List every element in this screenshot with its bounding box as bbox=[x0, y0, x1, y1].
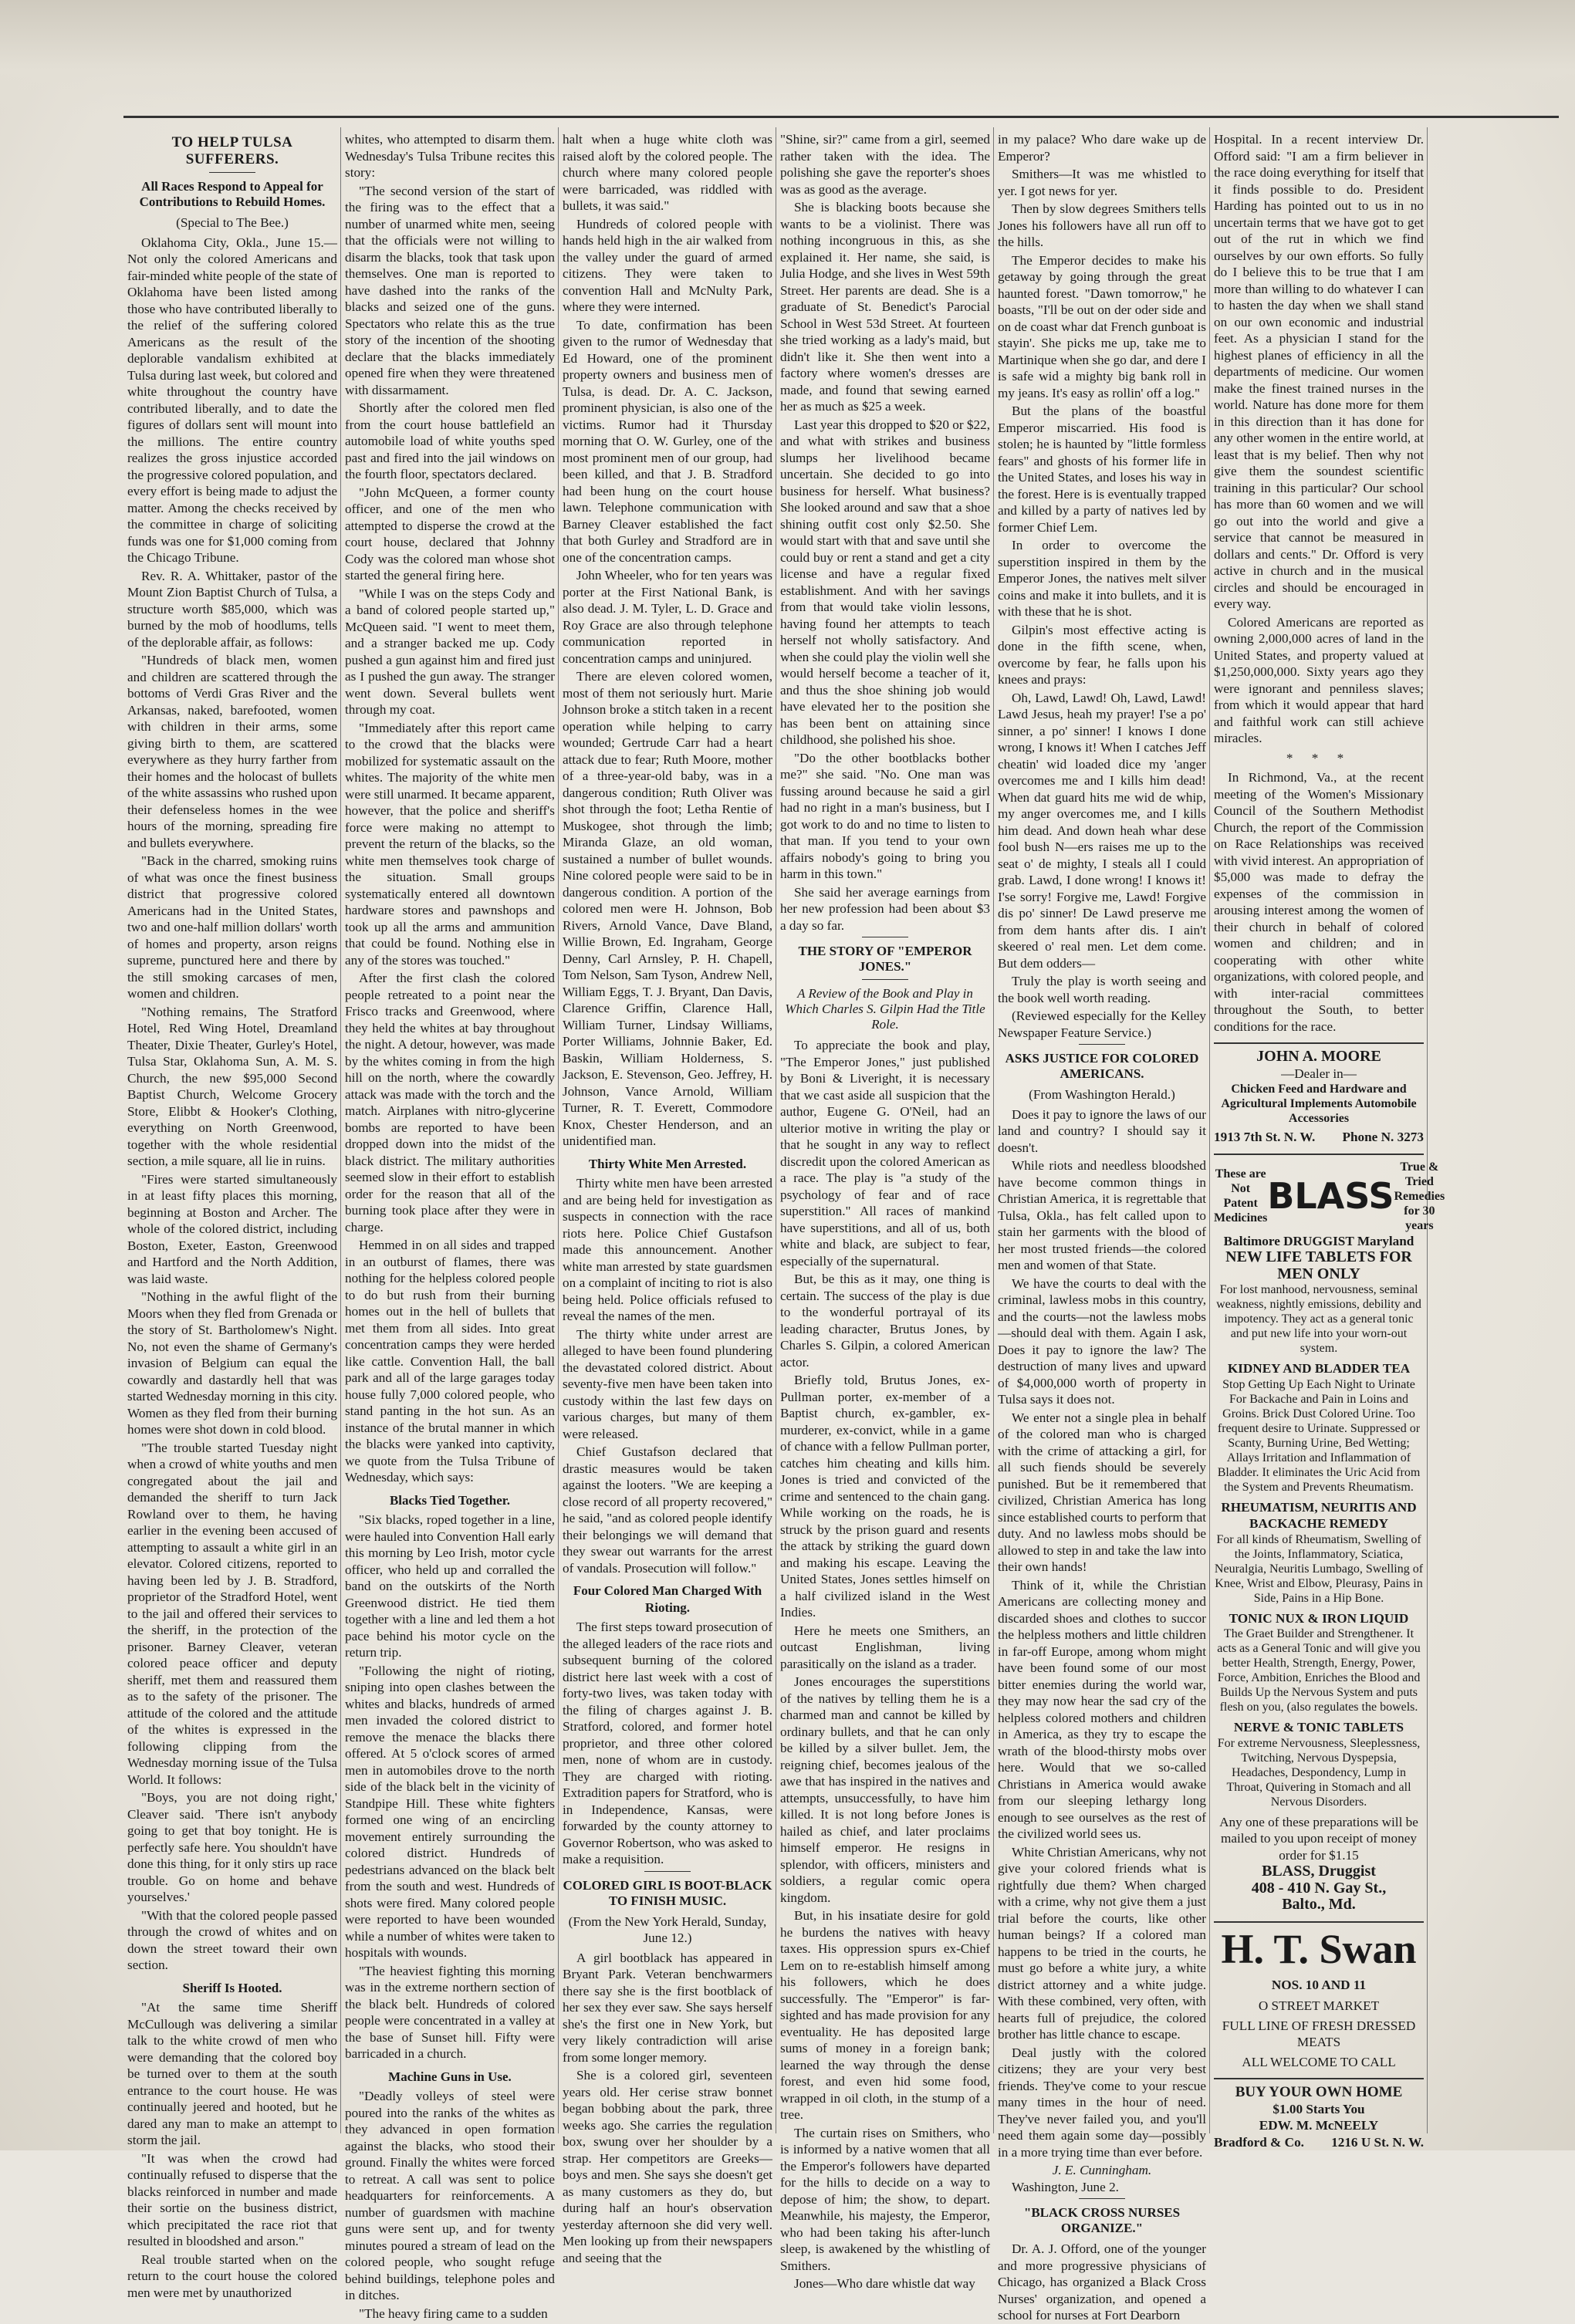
article-credit: (Special to The Bee.) bbox=[176, 215, 289, 230]
paragraph: Smithers—It was me whistled to yer. I got news for yer. bbox=[998, 167, 1206, 198]
paragraph: To appreciate the book and play, "The Emperor Jones," just published by Boni & Liveright, it is necessary that we cast aside all suspicion that the author, Eugene G. O'Neil, had an ulterior motive in writing the play or that he sought in any way to reflect discredit upon the colored American as a race. The play is "a study of the psychology of fear and of race superstition." All races of mankind have superstitions, and all of us, both white and black, are subject to fear, especially of the supernatural. bbox=[780, 1038, 990, 1268]
ad-product-head: RHEUMATISM, NEURITIS AND BACKACHE REMEDY bbox=[1221, 1499, 1417, 1531]
advertisement-blass bbox=[1214, 1154, 1445, 1914]
ad-city: Baltimore DRUGGIST Maryland bbox=[1223, 1233, 1414, 1248]
ad-banner bbox=[1214, 1160, 1445, 1233]
article-headline: TO HELP TULSA SUFFERERS. bbox=[171, 134, 293, 167]
ad-address: 1913 7th St. N. W. bbox=[1214, 1130, 1316, 1144]
divider bbox=[862, 979, 908, 980]
paragraph: Deal justly with the colored citizens; they are your very best friends. They've come to your rescue many times in the hour of need. They've never failed you, and you'll need them again some day—possibly in a more trying time than ever before. bbox=[998, 2045, 1206, 2160]
ad-price: $1.00 Starts You bbox=[1273, 2101, 1365, 2116]
paragraph: "The trouble started Tuesday night when a crowd of white youths and men congregated about the jail and demanded the sheriff to turn Jack Rowland over to them, he having earlier in the evening been accused of attempting to assault a white girl in an elevator. Colored citizens, reported to having been led by J. B. Stradford, proprietor of the Stradford Hotel, went to the jail and offered their services to the sheriff, in the protection of the prisoner. Barney Cleaver, veteran colored peace officer and deputy sheriff, met them and reassured them as to the safety of the prisoner. The attitude of the colored and the attitude of the whites is expressed in the following clipping from the Wednesday morning issue of the Tulsa World. It follows: bbox=[127, 1440, 337, 1787]
paragraph: whites, who attempted to disarm them. Wednesday's Tulsa Tribune recites this story: bbox=[345, 132, 555, 180]
paragraph: While riots and needless bloodshed have become common things in Christian America, it is regrettable that Tulsa, Okla., has felt called upon to stain her garments with the blood of her most trusted friends—the colored men and women of that State. bbox=[998, 1158, 1206, 1272]
paragraph: We have the courts to deal with the criminal, lawless mobs in this country, and the courts—not the lawless mobs—should deal with them. Again I ask, Does it pay to ignore the law? The destruction of many lives and upward of $4,000,000 worth of property in Tulsa says it does not. bbox=[998, 1275, 1206, 1407]
paragraph: Jones—Who dare whistle dat way bbox=[794, 2276, 975, 2291]
paragraph: The Emperor decides to make his getaway by going through the great haunted forest. "Dawn tomorrow," he boasts, "I'll be out on der oder side and on de coast whar dat French gunboat is stayin'. She picks me up, take me to Martinique when she go dar, and dere I is safe wid a mighty big bank roll in my jeans. It's easy as rollin' off a log." bbox=[998, 252, 1206, 400]
ad-name: H. T. Swan bbox=[1221, 1925, 1417, 1972]
paragraph: The thirty white under arrest are alleged to have been found plundering the devastated colored district. About seventy-five men have been taken into custody within the last few days on various charges, but many of them were released. bbox=[563, 1326, 772, 1441]
divider bbox=[209, 172, 255, 173]
paragraph: "Deadly volleys of steel were poured into the ranks of the whites as they advanced in open formation against the blacks, who stood their ground. Finally the whites were forced to retreat. A call was sent to police headquarters for reinforcements. A number of guardsmen with machine guns were sent up, and for twenty minutes poured a stream of lead on the colored people, who sought refuge behind buildings, telephone poles and in ditches. bbox=[345, 2089, 555, 2302]
article-subhead: A Review of the Book and Play in Which Charles S. Gilpin Had the Title Role. bbox=[785, 986, 985, 1032]
paragraph: halt when a huge white cloth was raised aloft by the colored people. The church where many colored people were barricaded, was riddled with bullets, it was said." bbox=[563, 132, 772, 213]
paragraph: "John McQueen, a former county officer, and one of the men who attempted to disperse the crowd at the court house, declared that Johnny Cody was the colored man whose shot started the general firing here. bbox=[345, 485, 555, 583]
ad-product-text: For Backache and Pain in Loins and Groins. Brick Dust Colored Urine. Too frequent desire to Urinate. Suppressed or Scanty, Burning Urine, Bed Wetting; Allays Irritation and Inflammation of Bladder. It eliminates the Uric Acid from the System and Prevents Rheumatism. bbox=[1217, 1392, 1421, 1494]
paragraph: Hemmed in on all sides and trapped in an outburst of flames, there was nothing for the helpless colored people to do but rush from their burning homes out in the hell of bullets that met them from all sides. Into great concentration camps they were herded like cattle. Convention Hall, the ball park and all of the large garages today house fully 7,000 colored people, who stand panting in the hot sun. As an instance of the brutal manner in which the blacks were yanked into captivity, we quote from the Tulsa Tribune of Wednesday, which says: bbox=[345, 1238, 555, 1485]
column-5 bbox=[998, 131, 1206, 2322]
paragraph: "Following the night of rioting, sniping into open clashes between the whites and blacks, hundreds of armed men invaded the colored district to remove the menace the blacks there offered. At 5 o'clock scores of armed men in automobiles drove to the north side of the black belt in the vicinity of Standpipe Hill. These white fighters formed one wing of an encircling movement entirely surrounding the colored district. Hundreds of pedestrians advanced on the black belt from the south and west. Hundreds of shots were fired. Many colored people were reported to have been wounded while a number of whites were taken to hospitals with wounds. bbox=[345, 1663, 555, 1960]
advertisement-moore bbox=[1214, 1042, 1424, 1146]
ad-offer: Any one of these preparations will be mailed to you upon receipt of money order for $1.15 bbox=[1219, 1814, 1418, 1863]
column-rule bbox=[1427, 127, 1428, 2133]
paragraph: "While I was on the steps Cody and a band of colored people started up," McQueen said. "I went to meet them, and a stranger backed me up. Cody pushed a gun against him and fired just as I pushed the gun away. The stranger went down. Several bullets went through my coat. bbox=[345, 586, 555, 717]
paragraph: White Christian Americans, why not give your colored friends what is rightfully due them? When charged with a crime, why not give them a just trial before the courts, like other human beings? If a colored man happens to be tried in the courts, he must go before a white jury, a white district attorney and a white judge. With these combined, very often, with hearts full of prejudice, the colored brother has little chance to escape. bbox=[998, 1844, 1206, 2042]
paragraph: Colored Americans are reported as owning 2,000,000 acres of land in the United States, and property valued at $1,250,000,000. Sixty years ago they were ignorant and penniless slaves; from which it would appear that hard and faithful work can still achieve miracles. bbox=[1214, 614, 1424, 745]
paragraph: Does it pay to ignore the laws of our land and country? I should say it doesn't. bbox=[998, 1106, 1206, 1155]
paragraph: "With that the colored people passed through the crowd of whites and on down the street toward their own section. bbox=[127, 1907, 337, 1972]
section-head: Machine Guns in Use. bbox=[388, 2069, 512, 2084]
paragraph: "The second version of the start of the firing was to the effect that a number of unarmed white men, seeing that the officials were not willing to disarm the blacks, took that task upon themselves. One man is reported to have dashed into the ranks of the blacks and seized one of the guns. Spectators who relate this as the true story of the incention of the shooting declare that the blacks immediately opened fire when they were threatened with dissarmament. bbox=[345, 183, 555, 397]
paragraph: "At the same time Sheriff McCullough was delivering a similar talk to the white crowd of men who were demanding that the colored boy be turned over to them at the south entrance to the court house. He was continually jeered and hooted, but he dared any man to make an attempt to storm the jail. bbox=[127, 2000, 337, 2147]
article-headline: ASKS JUSTICE FOR COLORED AMERICANS. bbox=[1005, 1051, 1199, 1081]
ad-product-head: KIDNEY AND BLADDER TEA bbox=[1227, 1361, 1411, 1376]
divider bbox=[1079, 2198, 1125, 2199]
column-3 bbox=[563, 131, 772, 2265]
ad-contact bbox=[1214, 2134, 1424, 2151]
ad-logo: BLASS bbox=[1267, 1175, 1394, 1217]
article-headline: THE STORY OF "EMPEROR JONES." bbox=[798, 944, 972, 974]
paragraph: She said her average earnings from her new profession had been about $3 a day so far. bbox=[780, 884, 990, 933]
ad-product-head: TONIC NUX & IRON LIQUID bbox=[1229, 1610, 1409, 1626]
paragraph: "The heavy firing came to a sudden bbox=[359, 2305, 548, 2321]
paragraph: "Six blacks, roped together in a line, were hauled into Convention Hall early this morning by Leo Irish, motor cycle officer, who held up and corralled the band on the outskirts of the North Greenwood district. He tied them together with a line and led them a hot pace behind his motor cycle on the return trip. bbox=[345, 1512, 555, 1660]
ad-dealer: —Dealer in— bbox=[1281, 1066, 1357, 1081]
paragraph: Briefly told, Brutus Jones, ex-Pullman porter, ex-member of a Baptist church, ex-gambler, ex-murderer, ex-convict, while in a game of chance with a fellow Pullman porter, catches him cheating and kills him. Jones is tried and convicted of the crime and sentenced to the chain gang. While working on the roads, he is struck by the prison guard and resents the attack by striking the guard down and making his escape. Leaving the United States, Jones settles himself on a half civilized island in the West Indies. bbox=[780, 1373, 990, 1620]
page-top-edge bbox=[0, 0, 1575, 116]
ad-name: JOHN A. MOORE bbox=[1256, 1048, 1381, 1065]
paragraph: "Back in the charred, smoking ruins of what was once the finest business district that progressive colored Americans had in the United States, two and one-half million dollars' worth of homes and property, arson reigns supreme, punctured here and there by the still smoking carcases of men, women and children. bbox=[127, 853, 337, 1001]
column-1 bbox=[127, 131, 337, 2300]
advertisement-home bbox=[1214, 2078, 1424, 2150]
paragraph: To date, confirmation has been given to the rumor of Wednesday that Ed Howard, one of the prominent property owners and business men of Tulsa, is dead. Dr. A. C. Jackson, prominent physician, is also one of the victims. Rumor had it Thursday morning that O. W. Gurley, one of the most prominent men of our group, had been killed, and that J. B. Stradford had been hung on the court house lawn. Telephone communication with Barney Cleaver established the fact that both Gurley and Stradford are in one of the concentration camps. bbox=[563, 317, 772, 565]
ad-firm: BLASS, Druggist bbox=[1262, 1863, 1376, 1880]
paragraph: She is blacking boots because she wants to be a violinist. There was nothing incongruous in this, as she explained it. Her name, she said, is Julia Hodge, and she lives in West 59th Street. Her parents are dead. She is a graduate of St. Benedict's Parocial School in West 53d Street. At fourteen she tried working as a lady's maid, but didn't like it. She then went into a factory where women's dresses are made, and found that sewing earned her as much as $25 a week. bbox=[780, 200, 990, 414]
column-rule bbox=[340, 127, 341, 2133]
paragraph: The curtain rises on Smithers, who is informed by a native women that all the Emperor's followers have departed for the hills to decide on a way to depose of him; the show, to depart. Meanwhile, his majesty, the Emperor, who had been taking his after-lunch sleep, is awakened by the whistling of Smithers. bbox=[780, 2125, 990, 2273]
ad-product-text: For extreme Nervousness, Sleeplessness, Twitching, Nervous Dyspepsia, Headaches, Despondency, Lump in Throat, Quivering in Stomach and all Nervous Disorders. bbox=[1217, 1736, 1421, 1809]
dateline: Washington, June 2. bbox=[1012, 2179, 1119, 2194]
paragraph: Chief Gustafson declared that drastic measures would be taken against the looters. "We are keeping a close record of all property recovered," he said, "and as colored people identify their belongings we will demand that they swear out warrants for the arrest of vandals. Prosecution will follow." bbox=[563, 1444, 772, 1576]
ad-market: O STREET MARKET bbox=[1258, 1998, 1380, 2013]
paragraph: "Nothing remains, The Stratford Hotel, Red Wing Hotel, Dreamland Theater, Dixie Theater, Gurley's Hotel, Tulsa Star, Oklahoma Sun, A. M. S. Church, the new $95,000 Second Baptist Church, Welcome Grocery Store, Elibbt & Hooker's Clothing, everything on North Greenwood, together with the whole residential section, a mile square, all lie in ruins. bbox=[127, 1004, 337, 1168]
ad-left: These are Not Patent Medicines bbox=[1214, 1167, 1268, 1224]
paragraph: She is a colored girl, seventeen years old. Her cerise straw bonnet began bobbing about the park, three weeks ago. She carries the regulation box, swung over her shoulder by a strap. Her competitors are Greeks—boys and men. She says she doesn't get as many customers as they do, but during half an hour's observation yesterday afternoon she did very well. Men looking up from their newspapers and seeing that the bbox=[563, 2068, 772, 2265]
divider bbox=[1079, 1044, 1125, 1045]
paragraph: "Do the other bootblacks bother me?" she said. "No. One man was fussing around because he said a girl had no right in a man's business, but I got work to do and no time to listen to that man. If you tend to your own affairs nobody's going to bring you harm in this town." bbox=[780, 750, 990, 881]
ad-street: 408 - 410 N. Gay St., bbox=[1251, 1879, 1387, 1897]
article-headline: COLORED GIRL IS BOOT-BLACK TO FINISH MUSIC. bbox=[563, 1877, 772, 1908]
ad-address: 1216 U St. N. W. bbox=[1331, 2134, 1424, 2150]
column-4 bbox=[780, 131, 990, 2291]
paragraph: Jones encourages the superstitions of the natives by telling them he is a charmed man and cannot be killed by ordinary bullets, and that he can only be killed by a silver bullet. Jem, the reigning chief, becomes jealous of the awe that has inspired in the natives and attempts, unsuccessfully, to have him killed. It is not long before Jones is hailed as chief, and later proclaims himself emperor. He resigns in splendor, with officers, ministers and soldiers, a regular comic opera kingdom. bbox=[780, 1674, 990, 1905]
ad-firm: Bradford & Co. bbox=[1214, 2134, 1304, 2150]
section-head: Thirty White Men Arrested. bbox=[588, 1156, 747, 1171]
ad-product-head: NEW LIFE TABLETS FOR MEN ONLY bbox=[1225, 1248, 1412, 1282]
paragraph: In Richmond, Va., at the recent meeting of the Women's Missionary Council of the Southern Methodist Church, the report of the Commission on Race Relationships was received with vivid interest. An appropriation of $5,000 was made to defray the expenses of the commission in arousing interest among the women of their church in behalf of colored women and children; and in cooperating with other white organizations, with colored people, and with inter-racial committees throughout the South, to better conditions for the race. bbox=[1214, 770, 1424, 1034]
signature: J. E. Cunningham. bbox=[1052, 2163, 1152, 2177]
section-head: Sheriff Is Hooted. bbox=[182, 1980, 282, 1995]
paragraph: Oh, Lawd, Lawd! Oh, Lawd, Lawd! Lawd Jesus, heah my prayer! I'se a po' sinner, a po' sinner! I knows I done wrong, I knows it! When I catches Jeff cheatin' wid loaded dice my 'anger overcomes me and I kills him dead! When dat guard hits me wid de whip, my anger overcomes me, and I kills him dead. And down heah whar dese fool bush N—ers raises me up to the seat o' de mighty, I steals all I could grab. Lawd, I done wrong! I knows it! I'se sorry! Forgive me, Lawd! Forgive dis po' sinner! De Lawd preserve me from dem hants after dis. I ain't skeered o' real men. Let dem come. But dem odders— bbox=[998, 690, 1206, 971]
ad-agent: EDW. M. McNEELY bbox=[1259, 2118, 1379, 2133]
paragraph: "Boys, you are not doing right,' Cleaver said. 'There isn't anybody going to get that boy tonight. He is perfectly safe here. You shouldn't have done this thing, for it only stirs up race trouble. Go on home and behave yourselves.' bbox=[127, 1790, 337, 1904]
divider bbox=[644, 1871, 691, 1872]
column-6 bbox=[1214, 131, 1445, 2150]
ad-contact bbox=[1214, 1129, 1424, 1146]
column-rule bbox=[993, 127, 994, 2133]
paragraph: We enter not a single plea in behalf of the colored man who is charged with the crime of attacking a girl, for all such fiends should be severely punished. But be it remembered that civilized, Christian America has long since established courts to perform that duty. And no lawless mobs should be allowed to step in and take the law into their own hands! bbox=[998, 1410, 1206, 1574]
paragraph: Hundreds of colored people with hands held high in the air walked from the valley under the guard of armed citizens. They were taken to convention Hall and McNulty Park, where they were interned. bbox=[563, 216, 772, 314]
paragraph: Here he meets one Smithers, an outcast Englishman, living parasitically on the island as a trader. bbox=[780, 1623, 990, 1671]
paragraph: "Fires were started simultaneously in at least fifty places this morning, beginning at Boston and Archer. The whole of the colored district, including Boston, Exeter, Easton, Greenwood and Hartford and the North Addition, was laid waste. bbox=[127, 1171, 337, 1286]
top-rule bbox=[123, 116, 1559, 118]
ad-town: Balto., Md. bbox=[1282, 1896, 1356, 1913]
ad-line: FULL LINE OF FRESH DRESSED MEATS bbox=[1222, 2018, 1416, 2049]
ad-phone: Phone N. 3273 bbox=[1342, 1130, 1424, 1144]
paragraph: "Shine, sir?" came from a girl, seemed rather taken with the idea. The polishing she gave the reporter's shoes was as good as the average. bbox=[780, 132, 990, 197]
ad-goods: Chicken Feed and Hardware and Agricultural Implements Automobile Accessories bbox=[1221, 1083, 1417, 1125]
paragraph: "Hundreds of black men, women and children are scattered through the bottoms of Verdi Gras River and the Arkansas, naked, barefooted, women with children in their arms, some giving birth to them, are scattered everywhere as they hurry farther from their homes and the holocast of bullets of the white assassins who rushed upon their defenseless homes in the wee hours of the morning, spreading fire and bullets everywhere. bbox=[127, 653, 337, 850]
paragraph: (Reviewed especially for the Kelley Newspaper Feature Service.) bbox=[998, 1008, 1206, 1040]
section-head: Blacks Tied Together. bbox=[389, 1492, 511, 1508]
paragraph: John Wheeler, who for ten years was porter at the First National Bank, is also dead. J. M. Tyler, L. D. Grace and Roy Grace are also through telephone communication reported in concentration camps and uninjured. bbox=[563, 568, 772, 666]
paragraph: Think of it, while the Christian Americans are collecting money and discarded shoes and clothes to succor the helpless mothers and little children in far-off Europe, among whom might have been found some of our most bitter enemies during the world war, they may now hear the sad cry of the helpless colored mothers and children in America, as they try to escape the wrath of the blood-thirsty mobs over here. Would that we so-called Christians in America would awake from our sleeping lethargy long enough to see ourselves as the rest of the civilized world sees us. bbox=[998, 1577, 1206, 1841]
ad-product-head: NERVE & TONIC TABLETS bbox=[1233, 1720, 1404, 1735]
article-credit: (From Washington Herald.) bbox=[1029, 1087, 1175, 1102]
paragraph: Then by slow degrees Smithers tells Jones his followers have all run off to the hills. bbox=[998, 201, 1206, 249]
paragraph: The first steps toward prosecution of the alleged leaders of the race riots and subsequent burning of the colored district here last week with a cost of forty-two lives, was taken today with the filing of charges against J. B. Stratford, colored, and former hotel proprietor, and three other colored men, none of whom are in custody. They are charged with rioting. Extradition papers for Stratford, who is in Independence, Kansas, were forwarded by the county attorney to Governor Robertson, who was asked to make a requisition. bbox=[563, 1620, 772, 1866]
ad-welcome: ALL WELCOME TO CALL bbox=[1242, 2054, 1396, 2069]
article-subhead: All Races Respond to Appeal for Contributions to Rebuild Homes. bbox=[139, 179, 326, 209]
paragraph: Last year this dropped to $20 or $22, and what with strikes and business slumps her livelihood became uncertain. She decided to go into business for herself. What business? She looked around and saw that a shoe shining outfit cost only $2.50. She would start with that and save until she could buy or rent a stand and get a city license and have a regular fixed establishment. And with her savings from that would take violin lessons, having found her attempts to teach herself not wholly satisfactory. And when she could play the violin well she would herself become a teacher of it, and thus the shoe shining job would have elevated her to the position she has been bent on attaining since childhood, she polished his shoe. bbox=[780, 417, 990, 747]
paragraph: But, in his insatiate desire for gold he burdens the natives with heavy taxes. His oppression spurs ex-Chief Lem on to re-establish himself among his followers, which he does successfully. The "Emperor" is far-sighted and has made provision for any eventuality. He has deposited large sums of money in a foreign bank; learned the way through the dense forest, and even hid some food, wrapped in oil cloth, in the stump of a tree. bbox=[780, 1908, 990, 2122]
paragraph: Thirty white men have been arrested and are being held for investigation as suspects in connection with the race riots here. Police Chief Gustafson made this announcement. Another white man arrested by state guardsmen on a complaint of inciting to riot is also being held. Police officials refused to reveal the names of the men. bbox=[563, 1176, 772, 1323]
paragraph: "The heaviest fighting this morning was in the extreme northern section of the black belt. Hundreds of colored people were concentrated in a valley at the base of Sunset hill. Fifty were barricaded in a church. bbox=[345, 1963, 555, 2061]
column-rule bbox=[558, 127, 559, 2133]
ad-right: True & Tried Remedies for 30 years bbox=[1394, 1160, 1445, 1232]
paragraph: But the plans of the boastful Emperor miscarried. His food is stolen; he is haunted by "little formless fears" and ghosts of his former life in the United States, and loses his way in the forest. Here is is eventually trapped and killed by a party of natives led by former Chief Lem. bbox=[998, 404, 1206, 535]
paragraph: Rev. R. A. Whittaker, pastor of the Mount Zion Baptist Church of Tulsa, a structure worth $85,000, which was burned by the mob of hoodlums, tells of the deplorable affair, as follows: bbox=[127, 568, 337, 650]
ad-product-text: For lost manhood, nervousness, seminal weakness, nightly emissions, debility and impotency. They act as a general tonic and put new life into your worn-out system. bbox=[1216, 1283, 1421, 1355]
paragraph: Gilpin's most effective acting is done in the fifth scene, when, overcome by fear, he falls upon his knees and prays: bbox=[998, 622, 1206, 687]
paragraph: There are eleven colored women, most of them not seriously hurt. Marie Johnson broke a stitch taken in a recent operation while helping to carry wounded; Gertrude Carr had a heart attack due to fear; Ruth Moore, mother of a three-year-old baby, was in a dangerous condition; Ruth Oliver was shot through the foot; Letha Rentie of Muskogee, shot through the limb; Miranda Glaze, an old woman, sustained a number of bullet wounds. Nine colored people were said to be in dangerous condition. A portion of the colored men were H. Johnson, Bob Rivers, Arnold Vance, Dave Bland, Willie Brown, Ed. Ingraham, George Denny, Carl Arnsley, P. H. Chapell, Tom Nelson, Sam Tyson, Andrew Nell, William Eggs, T. J. Bryant, Dan Davis, Clarence Griffin, Clarence Hall, William Turner, Lindsay Williams, Porter Williams, Johnnie Baker, Ed. Baskin, William Holderness, S. Jackson, E. Stevenson, Geo. Jeffrey, H. Johnson, Vance Arnold, William Turner, R. T. Everett, Commodore Knox, Chester Henderson, and an unidentified man. bbox=[563, 669, 772, 1148]
paragraph: "It was when the crowd had continually refused to disperse that the blacks reinforced in number and made their sortie on the business district, which precipitated the race riot that resulted in bloodshed and arson." bbox=[127, 2150, 337, 2248]
column-2 bbox=[345, 131, 555, 2321]
paragraph: "Nothing in the awful flight of the Moors when they fled from Grenada or the story of St. Bartholomew's Night. No, not even the shame of Germany's invasion of Belgium can equal the cowardly and dastardly hell that was started Wednesday morning in this city. Women as they fled from their burning homes were shot down in cold blood. bbox=[127, 1289, 337, 1437]
paragraph: Hospital. In a recent interview Dr. Offord said: "I am a firm believer in the race doing everything for itself that it finds possible to do. President Harding has pointed out to us in no uncertain terms that we have got to get out of the rut in which we find ourselves by our own efforts. So fully do I believe this to be true that I am more than willing to do whatever I can to hasten the day when we shall stand on our own economic and industrial feet. As a physician I stand for the highest planes of efficiency in all the departments of medicine. Our women make the finest trained nurses in the world. Nature has done more for them in this direction than it has done for any other women in the entire world, at least that is my belief. Then why not give them the soundest scientific training in this particular? Our school has more than 60 women and we will go out into the world and give a service that cannot be measured in dollars and cents." Dr. Offord is very active in church and in the musical circles and should be encouraged in every way. bbox=[1214, 132, 1424, 611]
ad-product-text: For all kinds of Rheumatism, Swelling of the Joints, Inflammatory, Sciatica, Neuralgia, Neuritis Lumbago, Swelling of Knee, Wrist and Elbow, Pleurasy, Pains in Side, Pains in a Hip Bone. bbox=[1214, 1532, 1424, 1605]
paragraph: Truly the play is worth seeing and the book well worth reading. bbox=[998, 974, 1206, 1005]
paragraph: In order to overcome the superstition inspired in them by the Emperor Jones, the natives melt silver coins and make it into bullets, and it is with these that he is shot. bbox=[998, 538, 1206, 619]
paragraph: Dr. A. J. Offord, one of the younger and more progressive physicians of Chicago, has organized a Black Cross Nurses' organization, and opened a school for nurses at Fort Dearborn bbox=[998, 2241, 1206, 2322]
paragraph: Oklahoma City, Okla., June 15.—Not only the colored Americans and fair-minded white people of the state of Oklahoma have been listed among those who have contributed liberally to the relief of the suffering colored Americans as the result of the deplorable vandalism exhibited at Tulsa during last week, but colored and white throughout the country have contributed liberally, and to date the figures of dollars sent will mount into the millions. The entire country realizes the gross injustice accorded the progressive colored population, and every effort is being made to adjust the matter. Among the checks received by the committee in charge of soliciting funds was one for $1,000 coming from the Chicago Tribune. bbox=[127, 235, 337, 565]
paragraph: But, be this as it may, one thing is certain. The success of the play is due to the wonderful portrayal of its leading character, Brutus Jones, by Charles S. Gilpin, a colored American actor. bbox=[780, 1272, 990, 1370]
paragraph: Shortly after the colored men fled from the court house battlefield an automobile load of white youths sped past and fired into the jail windows on the fourth floor, spectators declared. bbox=[345, 400, 555, 481]
paragraph: in my palace? Who dare wake up de Emperor? bbox=[998, 132, 1206, 164]
section-stars: * * * bbox=[1286, 750, 1352, 765]
advertisement-swan bbox=[1214, 1921, 1424, 2071]
section-head: Four Colored Man Charged With Rioting. bbox=[573, 1583, 762, 1615]
paragraph: Real trouble started when on the return to the court house the colored men were met by unauthorized bbox=[127, 2251, 337, 2300]
paragraph: After the first clash the colored people retreated to a point near the Frisco tracks and Greenwood, where they held the whites at bay throughout the night. A detour, however, was made by the whites coming in from the high hill on the north, where the cowardly attack was made with the torch and the match. Airplanes with nitro-glycerine bombs are reported to have been dropped down into the midst of the black district. The military authorities seemed slow in their effort to establish order for the reason that all of the burning took place after they were in charge. bbox=[345, 971, 555, 1235]
paragraph: A girl bootblack has appeared in Bryant Park. Veteran benchwarmers there say she is the first bootblack of her sex they ever saw. She says herself she's the first one in New York, but very likely contradiction will arise from some longer memory. bbox=[563, 1950, 772, 2065]
paragraph: "Immediately after this report came to the crowd that the blacks were mobilized for systematic assault on the whites. The majority of the white men were still unarmed. It became apparent, however, that the police and sheriff's force were making no attempt to prevent the return of the blacks, so the white men themselves took charge of the situation. Small groups systematically entered all downtown hardware stores and pawnshops and took up all the arms and ammunition that could be found. Nothing else in any of the stores was touched." bbox=[345, 720, 555, 968]
article-headline: "BLACK CROSS NURSES ORGANIZE." bbox=[1023, 2205, 1181, 2235]
ad-product-sub: Stop Getting Up Each Night to Urinate bbox=[1222, 1377, 1415, 1391]
ad-head: BUY YOUR OWN HOME bbox=[1235, 2084, 1403, 2100]
ad-product-text: The Graet Builder and Strengthener. It acts as a General Tonic and will give you better Health, Strength, Energy, Power, Force, Ambition, Enriches the Blood and Builds Up the Nervous System and puts flesh on you, (also regulates the bowels. bbox=[1217, 1627, 1421, 1714]
column-rule bbox=[1209, 127, 1210, 2133]
ad-numbers: NOS. 10 AND 11 bbox=[1271, 1977, 1367, 1992]
article-credit: (From the New York Herald, Sunday, June 12.) bbox=[568, 1914, 767, 1945]
